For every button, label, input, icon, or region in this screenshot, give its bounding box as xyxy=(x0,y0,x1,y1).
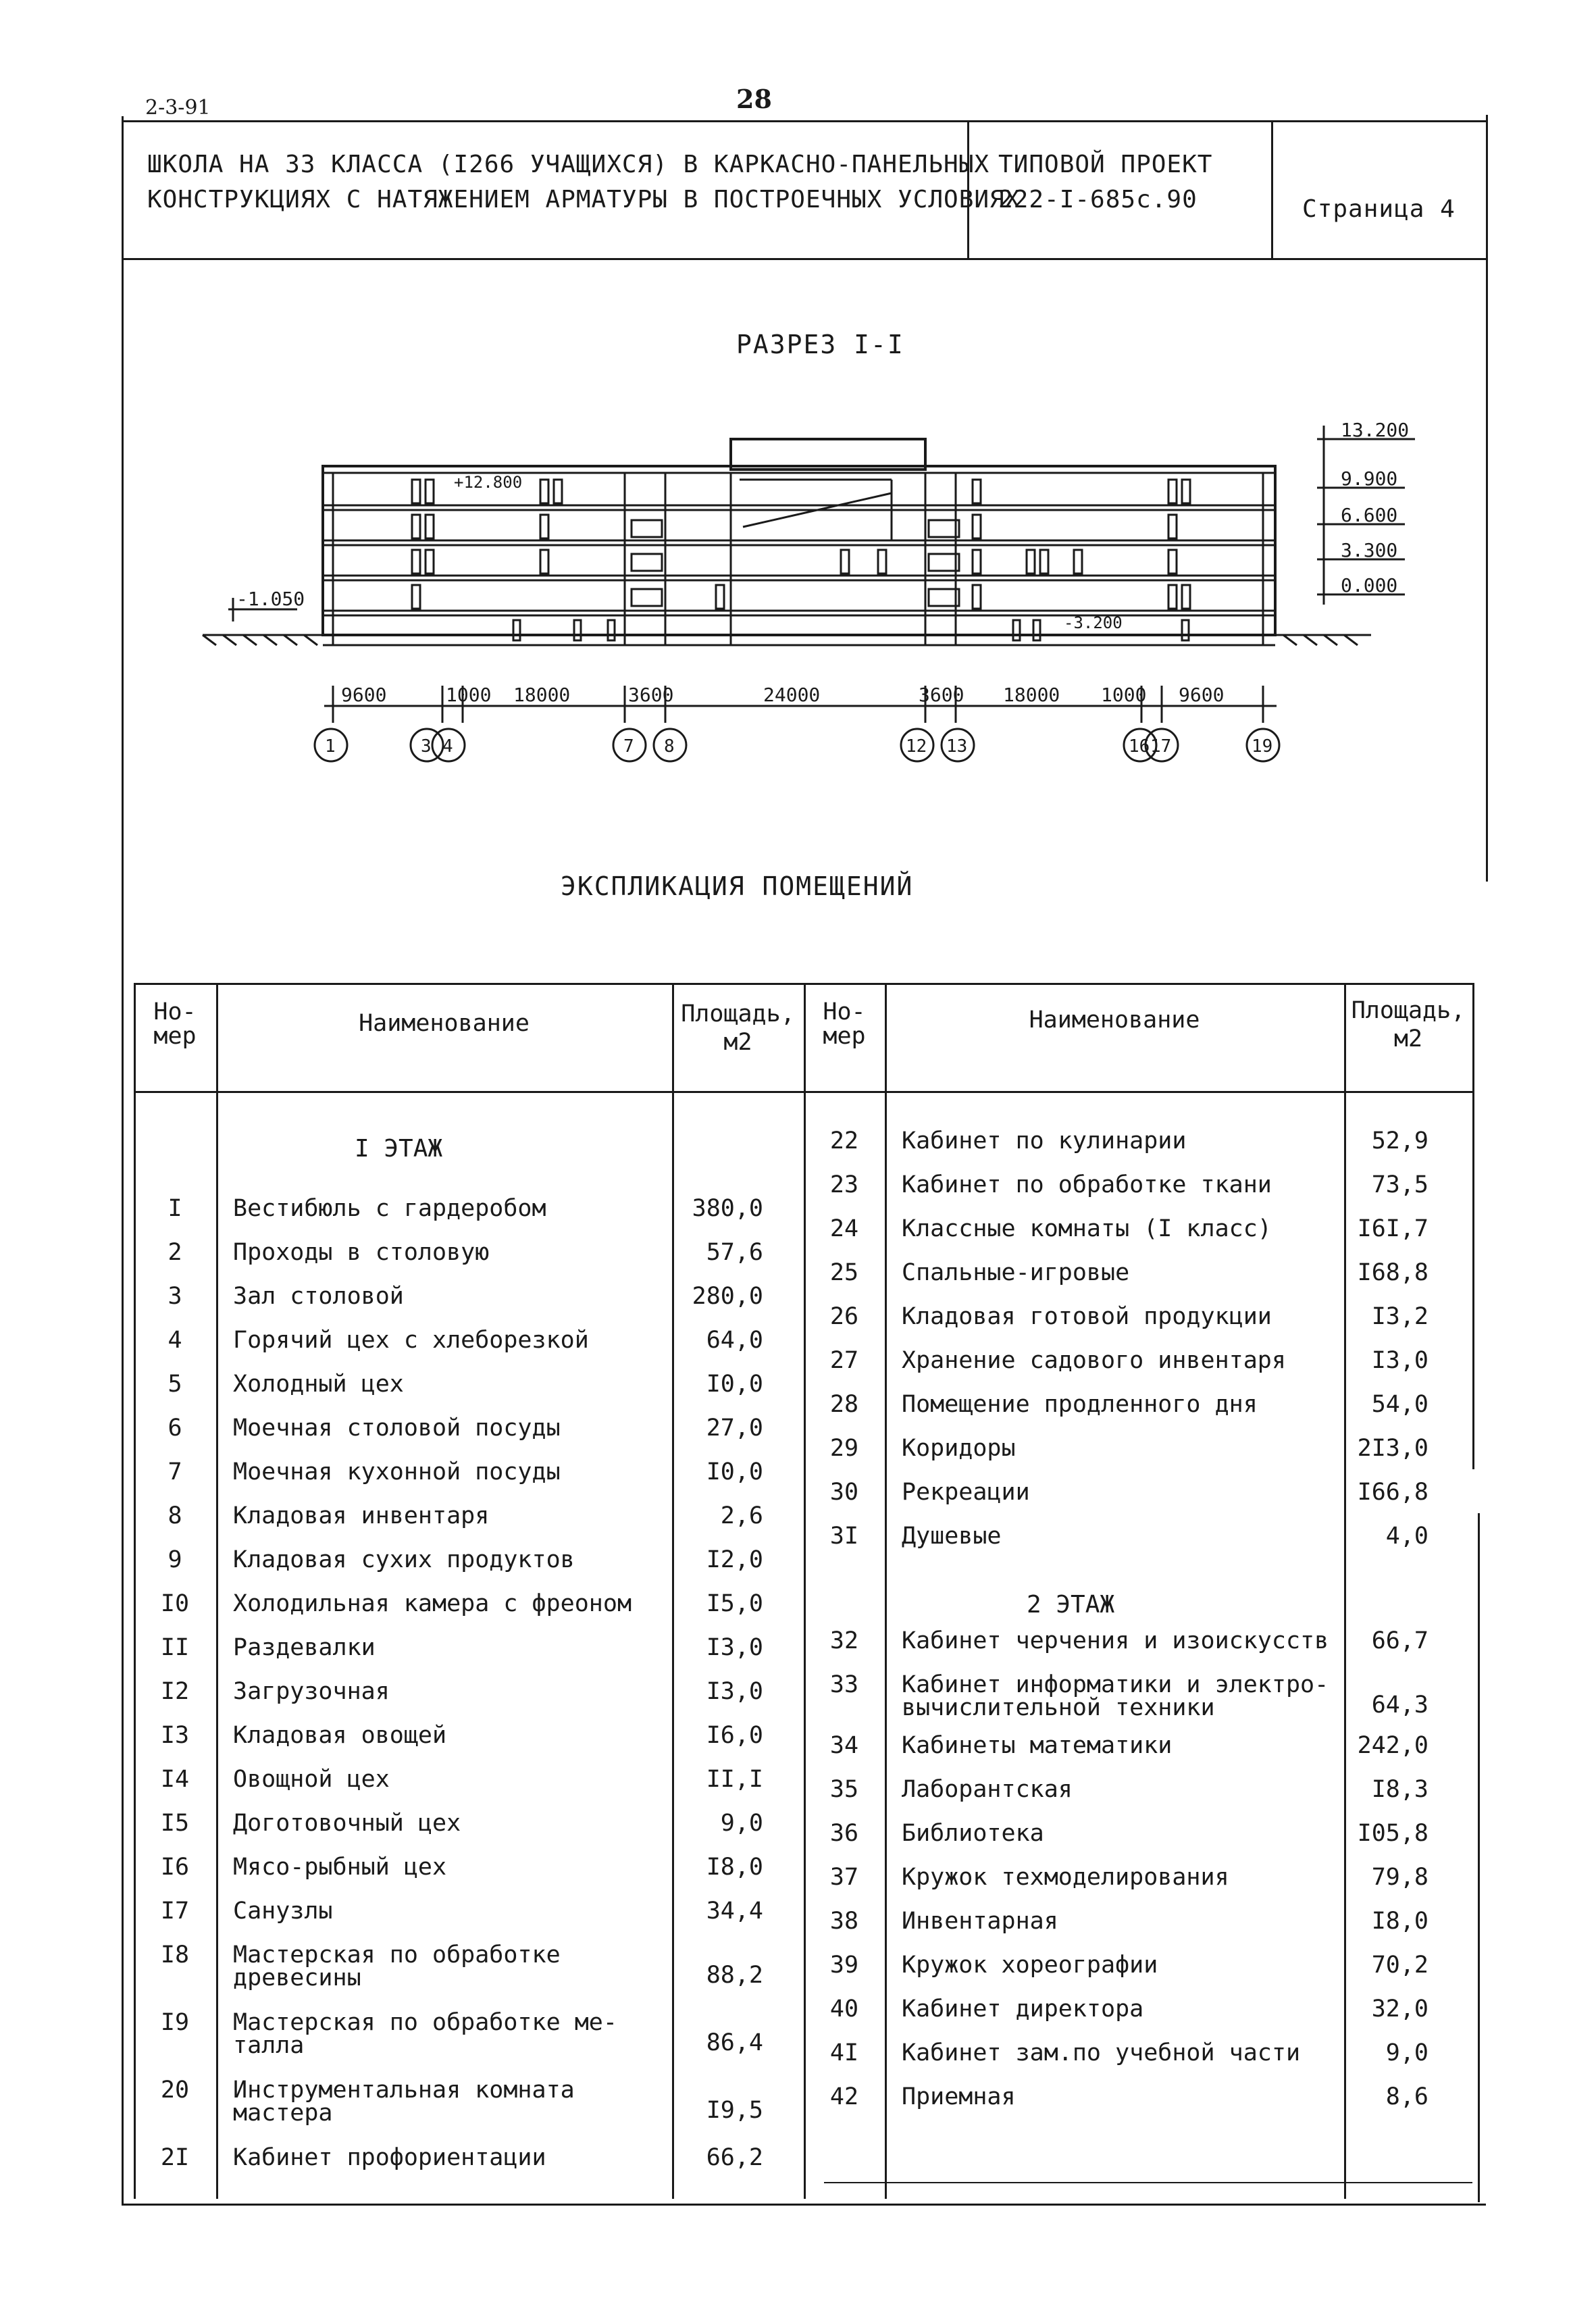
row-name: Кладовая сухих продуктов xyxy=(233,1546,575,1573)
row-area: I05,8 xyxy=(1357,1820,1428,1847)
row-area: 64,3 xyxy=(1371,1692,1428,1719)
row-name: Кабинет информатики и электро- xyxy=(902,1671,1329,1698)
row-area: 9,0 xyxy=(1385,2039,1428,2066)
row-number: 26 xyxy=(829,1303,859,1330)
row-name: Помещение продленного дня xyxy=(902,1391,1258,1418)
row-number: 34 xyxy=(829,1732,859,1759)
row-number: 3 xyxy=(168,1283,182,1310)
row-number: 4 xyxy=(168,1327,182,1354)
row-area: 34,4 xyxy=(706,1898,763,1925)
project-label: ТИПОВОЙ ПРОЕКТ xyxy=(998,151,1213,178)
row-number: 2 xyxy=(168,1239,182,1266)
dim-5: 24000 xyxy=(763,684,821,706)
row-area: I2,0 xyxy=(706,1546,763,1573)
section-drawing xyxy=(0,0,1596,784)
row-area: 73,5 xyxy=(1371,1171,1428,1198)
row-name: Коридоры xyxy=(902,1435,1016,1462)
row-area: 54,0 xyxy=(1371,1391,1428,1418)
row-number: 36 xyxy=(829,1820,859,1847)
page-number: 28 xyxy=(736,84,772,114)
header-area-left-2: м2 xyxy=(723,1029,752,1056)
row-name: Кладовая готовой продукции xyxy=(902,1303,1272,1330)
row-name: Спальные-игровые xyxy=(902,1259,1130,1286)
row-name: Кладовая инвентаря xyxy=(233,1502,490,1529)
row-number: 3I xyxy=(829,1523,859,1550)
row-area: 86,4 xyxy=(706,2029,763,2056)
dim-8: 1000 xyxy=(1101,684,1147,706)
row-name: Загрузочная xyxy=(233,1678,390,1705)
row-number: 8 xyxy=(168,1502,182,1529)
row-area: 9,0 xyxy=(720,1810,763,1837)
row-number: I6 xyxy=(160,1854,190,1881)
row-area: I9,5 xyxy=(706,2097,763,2124)
row-number: 40 xyxy=(829,1996,859,2023)
dim-1: 9600 xyxy=(341,684,387,706)
row-number: I0 xyxy=(160,1590,190,1617)
row-area: I3,2 xyxy=(1371,1303,1428,1330)
row-name: Холодильная камера с фреоном xyxy=(233,1590,632,1617)
row-area: I0,0 xyxy=(706,1371,763,1398)
row-name: Раздевалки xyxy=(233,1634,376,1661)
row-name-cont: талла xyxy=(233,2032,305,2059)
axis-4: 4 xyxy=(442,736,453,757)
row-area: I6I,7 xyxy=(1357,1215,1428,1242)
dim-6: 3600 xyxy=(919,684,964,706)
row-name-cont: мастера xyxy=(233,2100,333,2127)
row-name: Рекреации xyxy=(902,1479,1030,1506)
axis-12: 12 xyxy=(906,736,927,757)
row-area: I66,8 xyxy=(1357,1479,1428,1506)
elevation-0000: 0.000 xyxy=(1341,574,1398,596)
row-number: I9 xyxy=(160,2009,190,2036)
row-name: Приемная xyxy=(902,2083,1016,2110)
row-name: Кабинеты математики xyxy=(902,1732,1173,1759)
axis-8: 8 xyxy=(664,736,675,757)
elevation-6600: 6.600 xyxy=(1341,504,1398,526)
header-num-right: Но- xyxy=(823,998,866,1025)
row-name: Кружок хореографии xyxy=(902,1952,1158,1979)
row-area: 2I3,0 xyxy=(1357,1435,1428,1462)
row-number: 20 xyxy=(160,2077,190,2104)
header-num-left: Но- xyxy=(153,998,197,1025)
row-number: 38 xyxy=(829,1908,859,1935)
row-number: 42 xyxy=(829,2083,859,2110)
row-name: Горячий цех с хлеборезкой xyxy=(233,1327,589,1354)
row-name: Кабинет профориентации xyxy=(233,2144,546,2171)
row-number: 27 xyxy=(829,1347,859,1374)
row-number: 39 xyxy=(829,1952,859,1979)
row-area: 32,0 xyxy=(1371,1996,1428,2023)
row-number: 7 xyxy=(168,1458,182,1485)
row-area: I8,0 xyxy=(706,1854,763,1881)
row-name: Мастерская по обработке xyxy=(233,1941,561,1968)
row-number: 33 xyxy=(829,1671,859,1698)
row-name: Доготовочный цех xyxy=(233,1810,461,1837)
row-name: Проходы в столовую xyxy=(233,1239,490,1266)
header-name-right: Наименование xyxy=(1029,1007,1200,1034)
axis-19: 19 xyxy=(1252,736,1273,757)
document-title-line-1: ШКОЛА НА 33 КЛАССА (I266 УЧАЩИХСЯ) В КАРКАСНО-ПАНЕЛЬНЫХ xyxy=(147,151,990,178)
document-title-line-2: КОНСТРУКЦИЯХ С НАТЯЖЕНИЕМ АРМАТУРЫ В ПОСТРОЕЧНЫХ УСЛОВИЯХ xyxy=(147,186,1021,213)
row-number: II xyxy=(160,1634,190,1661)
row-name: Кружок техмоделирования xyxy=(902,1864,1229,1891)
floor-heading-1: I ЭТАЖ xyxy=(355,1135,443,1163)
row-area: 64,0 xyxy=(706,1327,763,1354)
row-number: I8 xyxy=(160,1941,190,1968)
row-name-cont: вычислительной техники xyxy=(902,1694,1215,1721)
row-number: I5 xyxy=(160,1810,190,1837)
row-name: Лаборантская xyxy=(902,1776,1073,1803)
dim-3: 18000 xyxy=(513,684,571,706)
row-area: I3,0 xyxy=(1371,1347,1428,1374)
row-number: I4 xyxy=(160,1766,190,1793)
header-num-right-2: мер xyxy=(823,1023,866,1050)
row-name: Санузлы xyxy=(233,1898,333,1925)
elevation-left: -1.050 xyxy=(236,588,305,610)
row-name: Холодный цех xyxy=(233,1371,404,1398)
row-number: 25 xyxy=(829,1259,859,1286)
axis-16: 16 xyxy=(1129,736,1150,757)
row-area: I0,0 xyxy=(706,1458,763,1485)
row-area: I3,0 xyxy=(706,1678,763,1705)
row-number: I3 xyxy=(160,1722,190,1749)
row-name: Душевые xyxy=(902,1523,1002,1550)
row-area: 8,6 xyxy=(1385,2083,1428,2110)
row-number: 37 xyxy=(829,1864,859,1891)
axis-1: 1 xyxy=(325,736,336,757)
row-area: I3,0 xyxy=(706,1634,763,1661)
row-area: I8,3 xyxy=(1371,1776,1428,1803)
row-name: Кабинет зам.по учебной части xyxy=(902,2039,1301,2066)
row-name: Кабинет по обработке ткани xyxy=(902,1171,1272,1198)
row-name: Хранение садового инвентаря xyxy=(902,1347,1286,1374)
row-area: 52,9 xyxy=(1371,1127,1428,1154)
row-number: I7 xyxy=(160,1898,190,1925)
row-number: 9 xyxy=(168,1546,182,1573)
row-name: Классные комнаты (I класс) xyxy=(902,1215,1272,1242)
section-title: РАЗРЕЗ I-I xyxy=(736,330,904,359)
row-name: Кабинет директора xyxy=(902,1996,1144,2023)
page-code: 2-3-91 xyxy=(145,96,211,120)
row-name: Библиотека xyxy=(902,1820,1044,1847)
row-name: Вестибюль с гардеробом xyxy=(233,1195,546,1222)
row-area: II,I xyxy=(706,1766,763,1793)
elevation-3300: 3.300 xyxy=(1341,539,1398,561)
elevation-13200: 13.200 xyxy=(1341,419,1410,441)
row-name: Кладовая овощей xyxy=(233,1722,447,1749)
explication-title: ЭКСПЛИКАЦИЯ ПОМЕЩЕНИЙ xyxy=(561,871,914,901)
header-name-left: Наименование xyxy=(359,1010,530,1037)
row-number: 30 xyxy=(829,1479,859,1506)
row-name: Инвентарная xyxy=(902,1908,1058,1935)
dim-7: 18000 xyxy=(1003,684,1060,706)
row-number: 32 xyxy=(829,1627,859,1654)
row-number: 6 xyxy=(168,1415,182,1442)
row-name-cont: древесины xyxy=(233,1964,361,1991)
floor-heading-2: 2 ЭТАЖ xyxy=(1027,1591,1115,1619)
dim-9: 9600 xyxy=(1179,684,1225,706)
row-number: 2I xyxy=(160,2144,190,2171)
axis-17: 17 xyxy=(1150,736,1172,757)
row-area: I5,0 xyxy=(706,1590,763,1617)
row-area: I8,0 xyxy=(1371,1908,1428,1935)
row-area: 79,8 xyxy=(1371,1864,1428,1891)
row-area: 280,0 xyxy=(692,1283,763,1310)
row-number: I xyxy=(168,1195,182,1222)
row-area: 380,0 xyxy=(692,1195,763,1222)
header-area-right: Площадь, xyxy=(1351,997,1466,1024)
row-area: 70,2 xyxy=(1371,1952,1428,1979)
row-number: 5 xyxy=(168,1371,182,1398)
row-number: 35 xyxy=(829,1776,859,1803)
row-name: Мастерская по обработке ме- xyxy=(233,2009,617,2036)
row-area: 242,0 xyxy=(1357,1732,1428,1759)
row-number: 22 xyxy=(829,1127,859,1154)
header-area-left: Площадь, xyxy=(681,1000,795,1027)
row-name: Зал столовой xyxy=(233,1283,404,1310)
row-number: 28 xyxy=(829,1391,859,1418)
row-name: Моечная кухонной посуды xyxy=(233,1458,561,1485)
row-name: Овощной цех xyxy=(233,1766,390,1793)
elevation-9900: 9.900 xyxy=(1341,467,1398,490)
axis-7: 7 xyxy=(623,736,634,757)
row-name: Мясо-рыбный цех xyxy=(233,1854,447,1881)
row-area: 88,2 xyxy=(706,1962,763,1989)
project-code: 222-I-685с.90 xyxy=(998,186,1198,213)
row-name: Кабинет по кулинарии xyxy=(902,1127,1187,1154)
row-number: I2 xyxy=(160,1678,190,1705)
page-label: Страница 4 xyxy=(1302,195,1456,223)
row-area: I6,0 xyxy=(706,1722,763,1749)
row-area: I68,8 xyxy=(1357,1259,1428,1286)
axis-3: 3 xyxy=(421,736,432,757)
row-number: 29 xyxy=(829,1435,859,1462)
header-area-right-2: м2 xyxy=(1393,1025,1423,1052)
dim-4: 3600 xyxy=(628,684,674,706)
header-num-left-2: мер xyxy=(153,1023,197,1050)
axis-13: 13 xyxy=(946,736,968,757)
row-name: Моечная столовой посуды xyxy=(233,1415,561,1442)
elevation-inner-bottom: -3.200 xyxy=(1064,613,1123,632)
row-name: Кабинет черчения и изоискусств xyxy=(902,1627,1329,1654)
row-area: 27,0 xyxy=(706,1415,763,1442)
row-area: 66,7 xyxy=(1371,1627,1428,1654)
row-area: 4,0 xyxy=(1385,1523,1428,1550)
row-name: Инструментальная комната xyxy=(233,2077,575,2104)
dim-2: 1000 xyxy=(446,684,492,706)
row-area: 2,6 xyxy=(720,1502,763,1529)
row-number: 24 xyxy=(829,1215,859,1242)
row-number: 23 xyxy=(829,1171,859,1198)
row-area: 57,6 xyxy=(706,1239,763,1266)
row-area: 66,2 xyxy=(706,2144,763,2171)
row-number: 4I xyxy=(829,2039,859,2066)
elevation-inner-top: +12.800 xyxy=(454,473,523,492)
